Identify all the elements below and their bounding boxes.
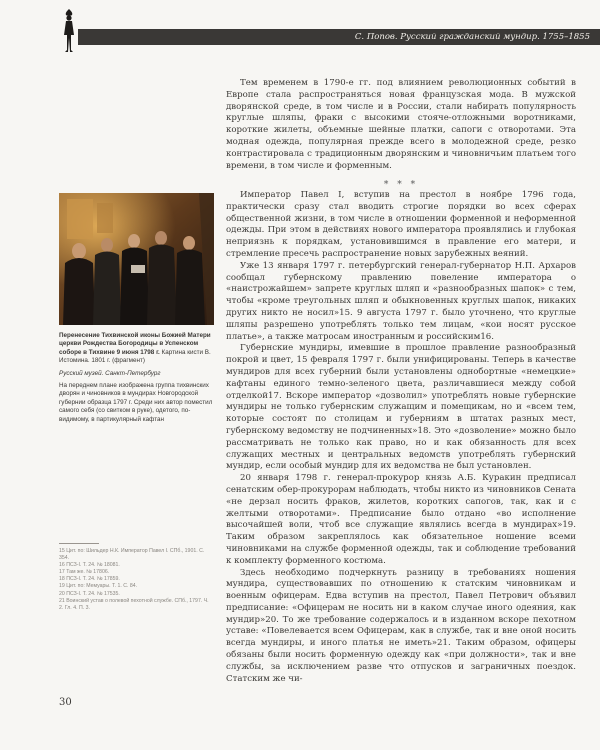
paragraph: Тем временем в 1790-е гг. под влиянием революционных событий в Европе стала распространяться новая французская мода. В мужской дворянской среде, в том числе и в России, стали набирать популярность круглые шляпы, фраки с высокими стоячe-отложными воротниками, короткие жилеты, объемные шейные платки, сапоги с отворотами. Эта модная одежда, популярная прежде всего в молодежной среде, резко контрастировала с традиционным дворянским и чиновничьим платьем того времени, в том числе и форменным.	[226, 78, 576, 171]
running-header	[78, 29, 600, 45]
paragraph: Уже 13 января 1797 г. петербургский генерал-губернатор Н.П. Архаров сообщал губернскому правлению повеление императора о «наистрожайшем» запрете круглых шляп и «разнообразных шапок» с тем, чтобы «кроме треугольных шляп и обыкновенных круглых шапок, никаких других никто не носил»15. 9 августа 1797 г. было уточнено, что круглые шляпы разрешено употреблять только тем лицам, «кои носят русское платье», а также матросам иностранным и российским16.	[226, 260, 576, 342]
paragraph: Император Павел I, вступив на престол в ноябре 1796 года, практически сразу стал вводить строгие порядки во всех сферах общественной жизни, в том числе в отношении форменной и неформенной одежды. При этом в действиях нового императора проявлялись и глубокая неприязнь к порядкам, установившимся в правление его матери, и стремление пресечь распространение новых зарубежных веяний.	[226, 190, 576, 259]
page-number: 30	[59, 697, 72, 708]
footnote: 20 ПСЗ-I. Т. 24. № 17535.	[59, 590, 120, 597]
text-block-intro	[226, 78, 576, 172]
caption-details: Картина кисти В. Истомина. 1801 г. (фрагмент)	[59, 348, 211, 365]
footnote-rule	[59, 543, 99, 544]
footnote: 17 Там же. № 17806.	[59, 569, 110, 576]
footnote: 15 Цит. по: Шильдер Н.К. Император Павел I. СПб., 1901. С. 354.	[59, 548, 205, 562]
footnote: 19 Цит. по: Мемуары. Т. 1. С. 84.	[59, 583, 138, 590]
paragraph: 20 января 1798 г. генерал-прокурор князь А.Б. Куракин предписал сенатским обер-прокурорам наблюдать, чтобы никто из чиновников Сената «не дерзал носить фраков, жилетов, коротких сапогов, так, как и с желтыми отворотами». Предписание было отдано «во исполнение высочайшей воли, чтоб все служащие являлись всегда в мундирах»19. Таким образом закреплялось как обязательное ношение всеми чиновниками на службе форменной одежды, так и соблюдение требований к комплекту форменного костюма.	[226, 473, 576, 566]
caption-museum: Русский музей. Санкт-Петербург	[59, 369, 161, 377]
footnotes	[59, 543, 214, 612]
caption-note: На переднем плане изображена группа тихвинских дворян и чиновников в мундирах Новгородской губернии образца 1797 г. Среди них автор поместил самого себя (со свитком в руке), одетого, по-видимому, в партикулярный кафтан	[59, 382, 213, 423]
figure-caption	[59, 332, 219, 424]
figurine-icon	[60, 8, 78, 54]
paragraph: Здесь необходимо подчеркнуть разницу в требованиях ношения мундира, существовавших по отношению к статским чиновникам и военным офицерам. Едва вступив на престол, Павел Петрович объявил предписание: «Офицерам не носить ни в каком случае иного одеяния, как мундир»20. То же требование содержалось и в изданном вскоре пехотном уставе: «Повелевается всем Офицерам, как в службе, так и вне оной носить всегда мундиры, и иного платья не иметь»21. Таким образом, офицеры обязаны были носить форменную одежду как «при должности», так и вне службы, за исключением разве что отпусков и заграничных поездок. Статским же чи-	[226, 567, 576, 684]
footnote: 18 ПСЗ-I. Т. 24. № 17859.	[59, 576, 120, 583]
caption-title: Перенесение Тихвинской иконы Божией Матери церкви Рождества Богородицы в Успенском соборе в Тихвине 9 июня 1798 г.	[59, 332, 211, 356]
section-separator: * * *	[383, 180, 419, 190]
painting-illustration	[59, 193, 214, 325]
footnote: 16 ПСЗ-I. Т. 24. № 18081.	[59, 562, 120, 569]
paragraph: Губернские мундиры, имевшие в прошлое правление разнообразный покрой и цвет, 15 февраля 1797 г. были унифицированы. Теперь в качестве мундиров для всех губерний были установлены однобортные «немецкие» кафтаны единого темно-зеленого цвета, различавшиеся между собой отделкой17. Вскоре император «дозволил» употреблять новые губернские мундиры не только губернским служащим и помещикам, но и «всем тем, которые состоят по столицам и губерниям в штатах разных мест, губернскому ведомству не подчиненных»18. Это «дозволение» можно было рассматривать не только как право, но и как обязанность для всех служащих местных и центральных ведомств употреблять губернский мундир, если особый мундир для их ведомства не был установлен.	[226, 343, 576, 472]
footnote: 21 Воинский устав о полевой пехотной службе. СПб., 1797. Ч. 2. Гл. 4. П. 3.	[59, 597, 209, 611]
text-block-main	[226, 190, 576, 685]
running-title: С. Попов. Русский гражданский мундир. 1755–1855	[354, 32, 590, 42]
